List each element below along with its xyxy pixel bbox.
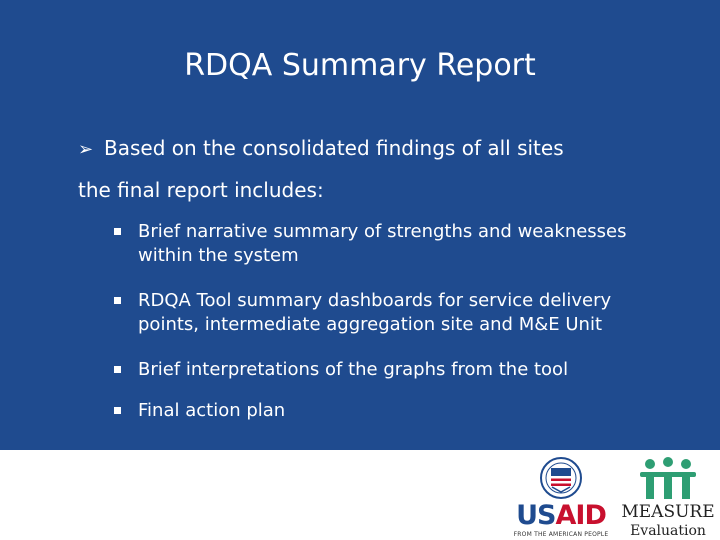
measure-evaluation-text: Evaluation bbox=[630, 523, 706, 539]
usaid-logo bbox=[508, 456, 614, 538]
measure-people-icon bbox=[620, 456, 716, 502]
sub-bullet bbox=[114, 220, 627, 268]
sub-bullet bbox=[114, 399, 285, 423]
lead-bullet bbox=[78, 136, 564, 162]
square-bullet-icon bbox=[114, 407, 121, 414]
usaid-wordmark: USAID bbox=[516, 500, 606, 531]
lead-text-line1: Based on the consolidated findings of all sites bbox=[104, 136, 564, 160]
usaid-seal-icon bbox=[508, 456, 614, 500]
measure-wordmark: MEASURE bbox=[621, 502, 715, 522]
lead-text-line2: the final report includes: bbox=[78, 178, 324, 202]
footer-logos bbox=[0, 450, 720, 540]
sub-bullet bbox=[114, 289, 611, 337]
square-bullet-icon bbox=[114, 366, 121, 373]
sub-bullet-line2: within the system bbox=[138, 245, 299, 266]
square-bullet-icon bbox=[114, 297, 121, 304]
sub-bullet-line1: RDQA Tool summary dashboards for service delivery bbox=[138, 290, 612, 311]
sub-bullet bbox=[114, 358, 568, 382]
square-bullet-icon bbox=[114, 228, 121, 235]
sub-bullet-line1: Brief interpretations of the graphs from the tool bbox=[138, 359, 569, 380]
sub-bullet-line1: Brief narrative summary of strengths and weaknesses bbox=[138, 221, 627, 242]
sub-bullet-line1: Final action plan bbox=[138, 400, 286, 421]
sub-bullet-line2: points, intermediate aggregation site and M&E Unit bbox=[138, 314, 603, 335]
measure-evaluation-logo bbox=[620, 456, 716, 538]
usaid-tagline: FROM THE AMERICAN PEOPLE bbox=[513, 531, 609, 538]
arrow-bullet-icon: ➢ bbox=[78, 139, 94, 160]
slide-title: RDQA Summary Report bbox=[184, 48, 536, 83]
